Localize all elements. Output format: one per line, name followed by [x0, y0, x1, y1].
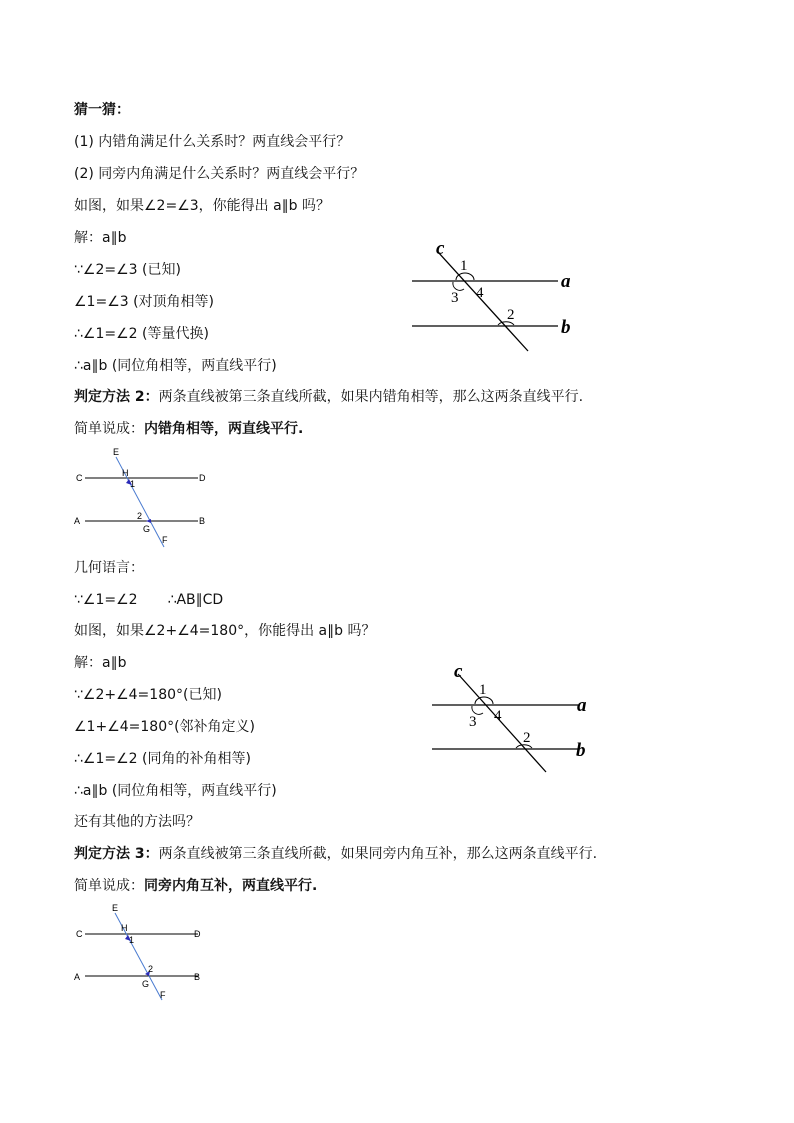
method-3-label: 判定方法 3：: [74, 846, 159, 862]
angle-2-label: 2: [523, 730, 531, 746]
method-2: [74, 387, 583, 407]
method-3: [74, 844, 597, 864]
angle-2-label: 2: [137, 511, 143, 521]
question-2: (2) 同旁内角满足什么关系时？两直线会平行？: [74, 166, 365, 182]
point-b-label: B: [194, 972, 201, 982]
conclusion-statement: ∴AB∥CD: [167, 592, 224, 608]
part1-solution-line: 解：a∥b: [74, 230, 127, 246]
part1-solution-line: ∴a∥b (同位角相等，两直线平行): [74, 358, 277, 374]
question-1: (1) 内错角满足什么关系时？两直线会平行？: [74, 134, 351, 150]
part1-prompt: 如图，如果∠2=∠3，你能得出 a∥b 吗？: [74, 198, 331, 214]
point-g-label: G: [143, 524, 151, 534]
angle-3-label: 3: [451, 290, 459, 306]
given-statement: ∵∠1=∠2: [74, 592, 138, 608]
short-text: 内错角相等，两直线平行.: [144, 421, 304, 437]
section-heading: 猜一猜：: [74, 102, 130, 118]
point-h-label: H: [122, 468, 129, 478]
parallel-lines-figure-1: [400, 232, 590, 357]
point-d-label: D: [194, 929, 201, 939]
geometry-language-line: [74, 590, 223, 610]
part2-solution-line: ∴a∥b (同位角相等，两直线平行): [74, 783, 277, 799]
point-d-label: D: [199, 473, 206, 483]
angle-2-label: 2: [148, 964, 154, 974]
part1-solution-line: ∴∠1=∠2 (等量代换): [74, 326, 209, 342]
part2-solution-line: ∵∠2+∠4=180°(已知): [74, 687, 222, 703]
geometry-figure-2: [70, 900, 220, 1008]
angle-1-label: 1: [130, 479, 136, 489]
angle-1-label: 1: [129, 935, 135, 945]
angle-4-label: 4: [494, 708, 502, 724]
method-3-text: 两条直线被第三条直线所截，如果同旁内角互补，那么这两条直线平行.: [158, 846, 598, 862]
point-a-label: A: [74, 516, 81, 526]
part2-prompt: 如图，如果∠2+∠4=180°，你能得出 a∥b 吗？: [74, 623, 376, 639]
short-label: 简单说成：: [74, 421, 144, 437]
other-methods-question: 还有其他的方法吗？: [74, 814, 200, 830]
angle-2-mark: [146, 519, 151, 523]
point-e-label: E: [112, 903, 119, 913]
part1-solution-line: ∵∠2=∠3 (已知): [74, 262, 181, 278]
angle-3-label: 3: [469, 714, 477, 730]
angle-2-label: 2: [507, 307, 515, 323]
line-a-label: a: [577, 695, 587, 716]
angle-4-label: 4: [476, 285, 484, 301]
method-2-text: 两条直线被第三条直线所截，如果内错角相等，那么这两条直线平行.: [158, 389, 584, 405]
point-h-label: H: [121, 923, 128, 933]
short-label: 简单说成：: [74, 878, 144, 894]
method-2-label: 判定方法 2：: [74, 389, 159, 405]
line-b-label: b: [561, 317, 571, 338]
angle-1-label: 1: [460, 258, 468, 274]
line-c-label: c: [454, 661, 463, 682]
point-c-label: C: [76, 929, 83, 939]
point-f-label: F: [162, 535, 168, 545]
point-b-label: B: [199, 516, 206, 526]
short-text: 同旁内角互补，两直线平行.: [144, 878, 318, 894]
method-2-short: [74, 419, 303, 439]
point-c-label: C: [76, 473, 83, 483]
geometry-figure-1: [70, 443, 220, 551]
point-a-label: A: [74, 972, 81, 982]
line-a-label: a: [561, 271, 571, 292]
part2-solution-line: ∠1+∠4=180°(邻补角定义): [74, 719, 256, 735]
line-c-label: c: [436, 238, 445, 259]
point-g-label: G: [142, 979, 150, 989]
part2-solution-line: ∴∠1=∠2 (同角的补角相等): [74, 751, 251, 767]
parallel-lines-figure-2: [420, 657, 610, 782]
method-3-short: [74, 876, 317, 896]
line-b-label: b: [576, 740, 586, 761]
part1-solution-line: ∠1=∠3 (对顶角相等): [74, 294, 215, 310]
part2-solution-line: 解：a∥b: [74, 655, 127, 671]
angle-1-label: 1: [479, 682, 487, 698]
geometry-language-label: 几何语言：: [74, 560, 144, 576]
point-e-label: E: [113, 447, 120, 457]
point-f-label: F: [160, 990, 166, 1000]
